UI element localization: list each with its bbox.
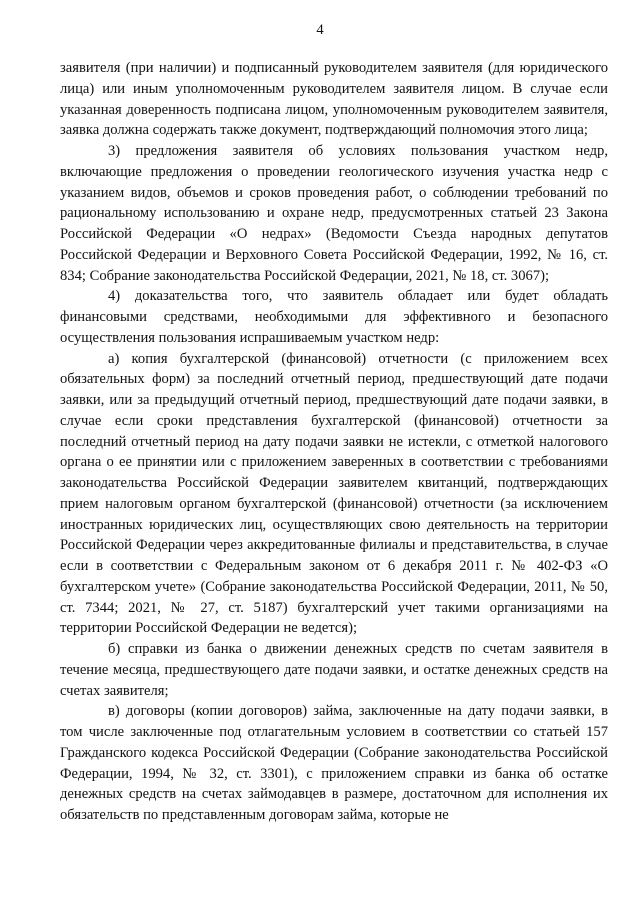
paragraph-subitem-v: в) договоры (копии договоров) займа, заключенные на дату подачи заявки, в том числе заключенные под отлагательным условием в соответствии со статьей 157 Гражданского кодекса Российской Федерации (Собрание законодательства Российской Федерации, 1994, № 32, ст. 3301), с приложением справки из банка об остатке денежных средств на счетах займодавцев в размере, достаточном для исполнения их обязательств по представленным договорам займа, которые не (60, 703, 608, 823)
paragraph-item-3: 3) предложения заявителя об условиях пользования участком недр, включающие предложения о проведении геологического изучения участка недр с указанием видов, объемов и сроков проведения работ, о соблюдении требований по рациональному использованию и охране недр, предусмотренных статьей 23 Закона Российской Федерации «О недрах» (Ведомости Съезда народных депутатов Российской Федерации и Верховного Совета Российской Федерации, 1992, № 16, ст. 834; Собрание законодательства Российской Федерации, 2021, № 18, ст. 3067); (60, 143, 608, 284)
paragraph-subitem-a: а) копия бухгалтерской (финансовой) отчетности (с приложением всех обязательных форм) за последний отчетный период, предшествующий дате подачи заявки, или за предыдущий отчетный период, предшествующий дате подачи заявки, в случае если сроки представления бухгалтерской (финансовой) отчетности за последний отчетный период на дату подачи заявки не истекли, с отметкой налогового органа о ее принятии или с приложением заверенных в соответствии с требованиями законодательства Российской Федерации заявителем квитанций, подтверждающих прием налоговым органом бухгалтерской (финансовой) отчетности (за исключением иностранных юридических лиц, осуществляющих свою деятельность на территории Российской Федерации через аккредитованные филиалы и представительства, в случае если в соответствии с Федеральным законом от 6 декабря 2011 г. № 402-ФЗ «О бухгалтерском учете» (Собрание законодательства Российской Федерации, 2011, № 50, ст. 7344; 2021, № 27, ст. 5187) бухгалтерский учет такими организациями на территории Российской Федерации не ведется); (60, 350, 608, 637)
document-body (60, 58, 608, 826)
paragraph-item-4: 4) доказательства того, что заявитель обладает или будет обладать финансовыми средствами, необходимыми для эффективного и безопасного осуществления пользования испрашиваемым участком недр: (60, 288, 608, 346)
paragraph-subitem-b: б) справки из банка о движении денежных средств по счетам заявителя в течение месяца, предшествующего дате подачи заявки, и остатке денежных средств на счетах заявителя; (60, 641, 608, 699)
paragraph-continuation: заявителя (при наличии) и подписанный руководителем заявителя (для юридического лица) или иным уполномоченным руководителем заявителя лицом. В случае если указанная доверенность подписана лицом, уполномоченным руководителем заявителя, заявка должна содержать также документ, подтверждающий полномочия этого лица; (60, 60, 608, 139)
page-number: 4 (316, 22, 324, 38)
